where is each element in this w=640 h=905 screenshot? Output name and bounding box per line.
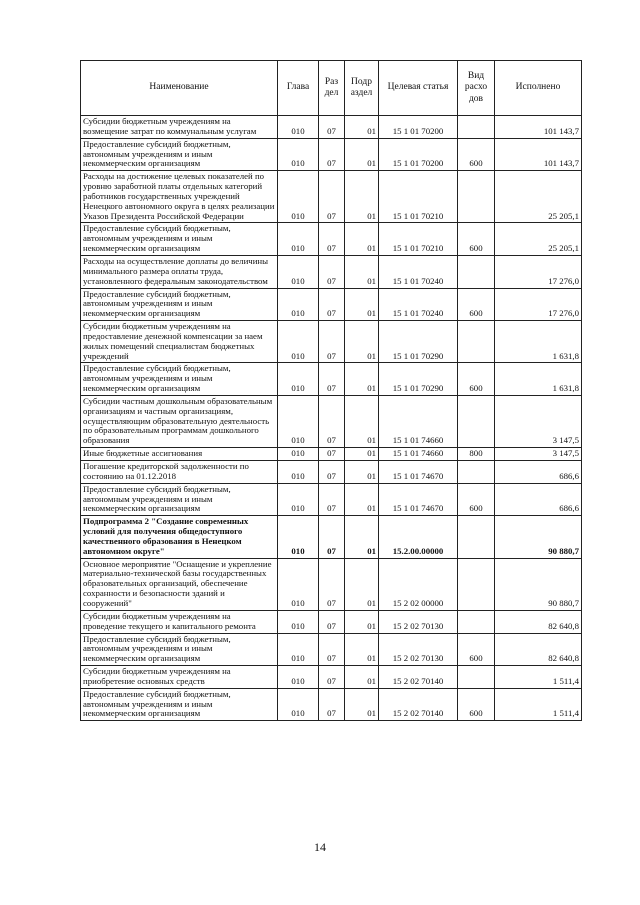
page-number: 14 (314, 840, 326, 854)
cell-amount: 686,6 (495, 461, 582, 484)
cell-podrazdel: 01 (345, 516, 379, 558)
cell-vid (458, 610, 495, 633)
cell-target: 15 1 01 70200 (379, 138, 458, 171)
table-row (81, 516, 582, 558)
header-target: Целевая статья (379, 61, 458, 116)
cell-target: 15 2 02 70140 (379, 688, 458, 721)
cell-razdel: 07 (319, 171, 345, 223)
cell-podrazdel: 01 (345, 321, 379, 363)
cell-vid (458, 171, 495, 223)
table-row (81, 633, 582, 666)
cell-glava: 010 (278, 633, 319, 666)
cell-vid (458, 666, 495, 689)
cell-vid (458, 255, 495, 288)
cell-razdel: 07 (319, 321, 345, 363)
cell-glava: 010 (278, 363, 319, 396)
cell-amount: 82 640,8 (495, 610, 582, 633)
cell-podrazdel: 01 (345, 461, 379, 484)
table-row (81, 171, 582, 223)
cell-razdel: 07 (319, 461, 345, 484)
cell-name: Субсидии бюджетным учреждениям на приобретение основных средств (81, 666, 278, 689)
cell-target: 15 1 01 70200 (379, 116, 458, 139)
cell-razdel: 07 (319, 610, 345, 633)
cell-razdel: 07 (319, 633, 345, 666)
cell-vid: 600 (458, 633, 495, 666)
table-row (81, 255, 582, 288)
cell-target: 15 2 02 00000 (379, 558, 458, 610)
cell-target: 15 2 02 70130 (379, 610, 458, 633)
cell-target: 15 1 01 70240 (379, 288, 458, 321)
cell-name: Иные бюджетные ассигнования (81, 448, 278, 461)
cell-target: 15 1 01 74670 (379, 483, 458, 516)
cell-name: Основное мероприятие "Оснащение и укрепление материально-технической базы государственных образовательных организаций, обеспечение сохранности и безопасности зданий и сооружений" (81, 558, 278, 610)
cell-name: Предоставление субсидий бюджетным, автономным учреждениям и иным некоммерческим организациям (81, 483, 278, 516)
cell-target: 15 2 02 70130 (379, 633, 458, 666)
table-row (81, 558, 582, 610)
cell-target: 15 1 01 70290 (379, 363, 458, 396)
cell-name: Субсидии бюджетным учреждениям на проведение текущего и капитального ремонта (81, 610, 278, 633)
cell-name: Субсидии бюджетным учреждениям на возмещение затрат по коммунальным услугам (81, 116, 278, 139)
cell-vid: 600 (458, 483, 495, 516)
table-row (81, 483, 582, 516)
cell-glava: 010 (278, 288, 319, 321)
cell-podrazdel: 01 (345, 558, 379, 610)
table-row (81, 223, 582, 256)
cell-amount: 90 880,7 (495, 516, 582, 558)
cell-glava: 010 (278, 483, 319, 516)
cell-vid (458, 516, 495, 558)
table-row (81, 448, 582, 461)
cell-glava: 010 (278, 610, 319, 633)
cell-razdel: 07 (319, 395, 345, 447)
cell-name: Предоставление субсидий бюджетным, автономным учреждениям и иным некоммерческим организациям (81, 633, 278, 666)
cell-amount: 1 631,8 (495, 363, 582, 396)
cell-target: 15 1 01 70210 (379, 223, 458, 256)
cell-glava: 010 (278, 448, 319, 461)
cell-razdel: 07 (319, 666, 345, 689)
cell-target: 15 2 02 70140 (379, 666, 458, 689)
cell-razdel: 07 (319, 288, 345, 321)
cell-amount: 101 143,7 (495, 138, 582, 171)
cell-razdel: 07 (319, 138, 345, 171)
cell-glava: 010 (278, 255, 319, 288)
cell-amount: 25 205,1 (495, 171, 582, 223)
table-row (81, 688, 582, 721)
cell-name: Предоставление субсидий бюджетным, автономным учреждениям и иным некоммерческим организациям (81, 138, 278, 171)
header-vid: Вид расхо дов (458, 61, 495, 116)
cell-target: 15 1 01 74660 (379, 395, 458, 447)
cell-podrazdel: 01 (345, 255, 379, 288)
cell-target: 15 1 01 70290 (379, 321, 458, 363)
cell-name: Расходы на достижение целевых показателей по уровню заработной платы отдельных категорий работников государственных учреждений Ненецкого автономного округа в целях реализации Указов Президента Российской Федерации (81, 171, 278, 223)
table-row (81, 321, 582, 363)
cell-vid: 600 (458, 138, 495, 171)
cell-vid (458, 558, 495, 610)
cell-target: 15 1 01 70240 (379, 255, 458, 288)
cell-razdel: 07 (319, 448, 345, 461)
cell-amount: 90 880,7 (495, 558, 582, 610)
cell-podrazdel: 01 (345, 288, 379, 321)
cell-amount: 1 511,4 (495, 688, 582, 721)
cell-glava: 010 (278, 461, 319, 484)
cell-amount: 17 276,0 (495, 255, 582, 288)
cell-target: 15.2.00.00000 (379, 516, 458, 558)
header-done: Исполнено (495, 61, 582, 116)
cell-glava: 010 (278, 666, 319, 689)
cell-amount: 1 631,8 (495, 321, 582, 363)
cell-name: Субсидии бюджетным учреждениям на предоставление денежной компенсации за наем жилых помещений специалистам бюджетных учреждений (81, 321, 278, 363)
header-glava: Глава (278, 61, 319, 116)
cell-amount: 686,6 (495, 483, 582, 516)
cell-amount: 101 143,7 (495, 116, 582, 139)
cell-vid (458, 116, 495, 139)
table-row (81, 395, 582, 447)
cell-name: Предоставление субсидий бюджетным, автономным учреждениям и иным некоммерческим организациям (81, 223, 278, 256)
cell-name: Предоставление субсидий бюджетным, автономным учреждениям и иным некоммерческим организациям (81, 688, 278, 721)
cell-name: Расходы на осуществление доплаты до величины минимального размера оплаты труда, установленного федеральным законодательством (81, 255, 278, 288)
cell-podrazdel: 01 (345, 688, 379, 721)
cell-glava: 010 (278, 321, 319, 363)
cell-name: Субсидии частным дошкольным образовательным организациям и частным организациям, осуществляющим образовательную деятельность по образовательным программам дошкольного образования (81, 395, 278, 447)
cell-vid: 600 (458, 223, 495, 256)
cell-razdel: 07 (319, 116, 345, 139)
header-podrazdel: Подр аздел (345, 61, 379, 116)
cell-vid: 600 (458, 363, 495, 396)
cell-glava: 010 (278, 558, 319, 610)
cell-amount: 3 147,5 (495, 395, 582, 447)
table-header-row (81, 61, 582, 116)
cell-amount: 3 147,5 (495, 448, 582, 461)
cell-podrazdel: 01 (345, 610, 379, 633)
table-row (81, 138, 582, 171)
cell-name: Подпрограмма 2 "Создание современных условий для получения общедоступного качественного образования в Ненецком автономном округе" (81, 516, 278, 558)
cell-glava: 010 (278, 171, 319, 223)
cell-podrazdel: 01 (345, 395, 379, 447)
cell-razdel: 07 (319, 516, 345, 558)
cell-vid: 600 (458, 688, 495, 721)
cell-razdel: 07 (319, 363, 345, 396)
cell-glava: 010 (278, 688, 319, 721)
cell-target: 15 1 01 74660 (379, 448, 458, 461)
table-row (81, 363, 582, 396)
cell-target: 15 1 01 74670 (379, 461, 458, 484)
cell-podrazdel: 01 (345, 223, 379, 256)
cell-name: Предоставление субсидий бюджетным, автономным учреждениям и иным некоммерческим организациям (81, 288, 278, 321)
cell-glava: 010 (278, 395, 319, 447)
cell-glava: 010 (278, 138, 319, 171)
table-row (81, 610, 582, 633)
header-name: Наименование (81, 61, 278, 116)
table-row (81, 666, 582, 689)
cell-razdel: 07 (319, 483, 345, 516)
cell-vid: 600 (458, 288, 495, 321)
cell-glava: 010 (278, 223, 319, 256)
cell-podrazdel: 01 (345, 666, 379, 689)
cell-podrazdel: 01 (345, 171, 379, 223)
cell-amount: 1 511,4 (495, 666, 582, 689)
budget-table (80, 60, 582, 721)
cell-podrazdel: 01 (345, 448, 379, 461)
cell-name: Погашение кредиторской задолженности по состоянию на 01.12.2018 (81, 461, 278, 484)
cell-vid: 800 (458, 448, 495, 461)
cell-amount: 17 276,0 (495, 288, 582, 321)
table-body (81, 116, 582, 721)
cell-podrazdel: 01 (345, 633, 379, 666)
cell-razdel: 07 (319, 688, 345, 721)
cell-amount: 82 640,8 (495, 633, 582, 666)
cell-razdel: 07 (319, 558, 345, 610)
header-razdel: Раз дел (319, 61, 345, 116)
cell-podrazdel: 01 (345, 138, 379, 171)
cell-vid (458, 461, 495, 484)
cell-podrazdel: 01 (345, 483, 379, 516)
cell-razdel: 07 (319, 255, 345, 288)
cell-vid (458, 321, 495, 363)
cell-podrazdel: 01 (345, 116, 379, 139)
cell-vid (458, 395, 495, 447)
table-row (81, 288, 582, 321)
cell-name: Предоставление субсидий бюджетным, автономным учреждениям и иным некоммерческим организациям (81, 363, 278, 396)
cell-target: 15 1 01 70210 (379, 171, 458, 223)
cell-amount: 25 205,1 (495, 223, 582, 256)
cell-podrazdel: 01 (345, 363, 379, 396)
cell-razdel: 07 (319, 223, 345, 256)
table-row (81, 116, 582, 139)
table-row (81, 461, 582, 484)
cell-glava: 010 (278, 116, 319, 139)
cell-glava: 010 (278, 516, 319, 558)
